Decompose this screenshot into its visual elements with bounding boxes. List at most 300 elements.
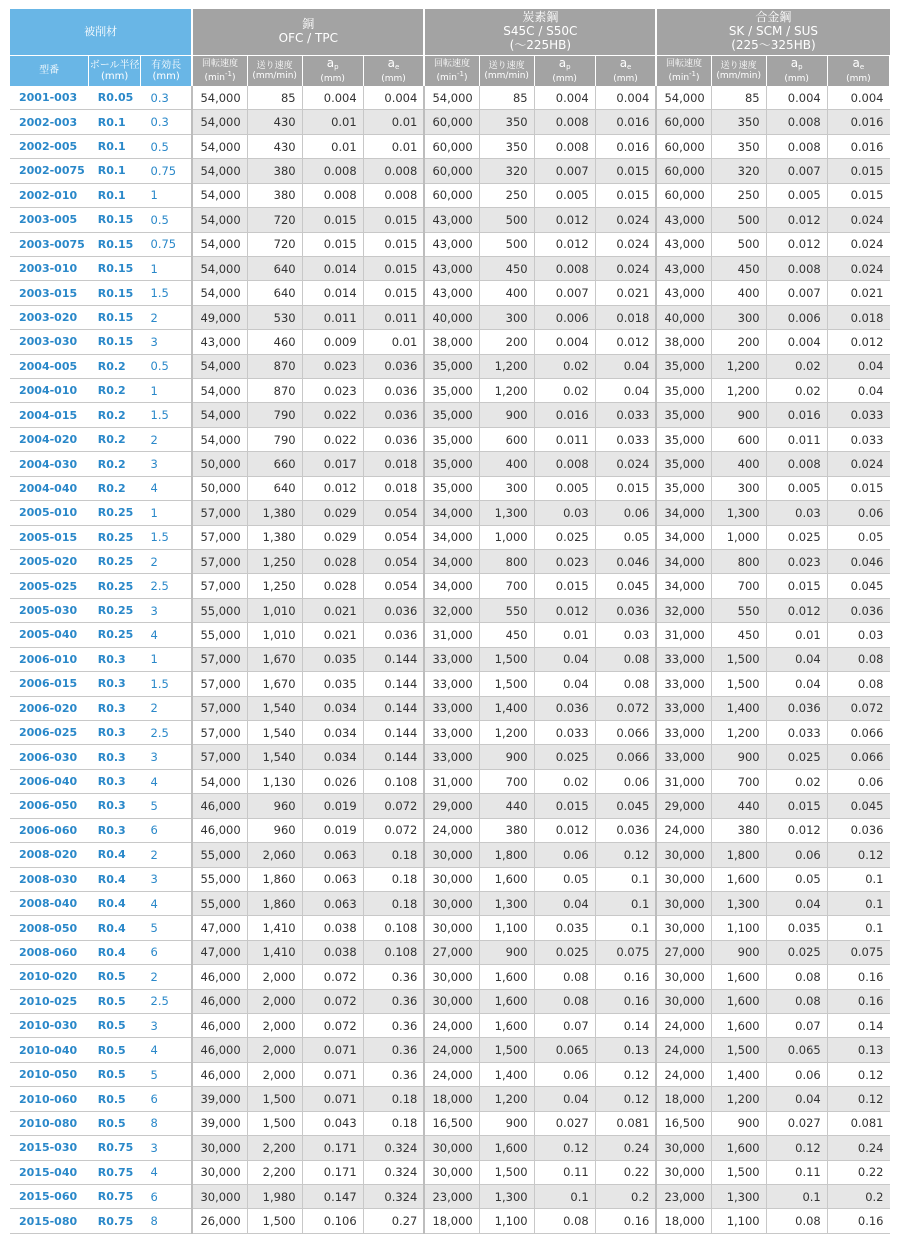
spindle-speed: 46,000 [192,1038,247,1062]
feed-rate: 1,200 [479,1087,534,1111]
spindle-speed: 30,000 [192,1184,247,1208]
feed-rate: 350 [711,110,766,134]
axial-depth-ap: 0.008 [302,183,363,207]
model-number: 2006-010 [10,647,89,671]
effective-length: 0.75 [141,232,193,256]
axial-depth-ap: 0.01 [302,134,363,158]
ball-radius: R0.15 [89,232,141,256]
feed-rate: 1,100 [711,1209,766,1233]
radial-depth-ae: 0.072 [595,696,656,720]
axial-depth-ap: 0.03 [534,501,595,525]
feed-rate: 2,200 [247,1160,302,1184]
feed-rate: 1,600 [479,989,534,1013]
feed-rate: 1,400 [711,696,766,720]
feed-rate: 900 [711,745,766,769]
feed-rate: 300 [711,476,766,500]
axial-depth-ap: 0.035 [302,647,363,671]
axial-depth-ap: 0.1 [534,1184,595,1208]
model-number: 2004-040 [10,476,89,500]
model-number: 2003-015 [10,281,89,305]
radial-depth-ae: 0.04 [827,354,889,378]
feed-rate: 900 [711,403,766,427]
axial-depth-ap: 0.004 [766,330,827,354]
axial-depth-ap: 0.007 [766,281,827,305]
radial-depth-ae: 0.27 [363,1209,424,1233]
axial-depth-ap: 0.023 [302,379,363,403]
radial-depth-ae: 0.08 [827,672,889,696]
feed-rate: 1,860 [247,891,302,915]
feed-rate: 85 [479,86,534,110]
feed-rate: 1,800 [711,843,766,867]
axial-depth-ap: 0.028 [302,550,363,574]
group-detail: S45C / S50C [503,24,578,39]
ball-radius: R0.3 [89,769,141,793]
axial-depth-ap: 0.01 [534,623,595,647]
spindle-speed: 35,000 [424,476,479,500]
radial-depth-ae: 0.015 [363,281,424,305]
radial-depth-ae: 0.14 [827,1014,889,1038]
radial-depth-ae: 0.36 [363,1038,424,1062]
spindle-speed: 55,000 [192,867,247,891]
radial-depth-ae: 0.108 [363,916,424,940]
radial-depth-ae: 0.06 [595,501,656,525]
radial-depth-ae: 0.36 [363,989,424,1013]
spindle-speed: 54,000 [192,354,247,378]
spindle-speed: 30,000 [424,867,479,891]
ball-radius: R0.3 [89,647,141,671]
spindle-speed: 31,000 [424,769,479,793]
radial-depth-ae: 0.036 [363,598,424,622]
spindle-speed: 24,000 [424,1062,479,1086]
feed-rate: 1,010 [247,623,302,647]
feed-rate: 380 [247,159,302,183]
axial-depth-ap: 0.034 [302,745,363,769]
spindle-speed: 34,000 [656,574,711,598]
model-number: 2003-030 [10,330,89,354]
radial-depth-ae: 0.045 [827,574,889,598]
axial-depth-ap: 0.015 [302,232,363,256]
feed-rate: 200 [711,330,766,354]
effective-length: 1 [141,379,193,403]
axial-depth-ap: 0.025 [534,940,595,964]
spindle-speed: 35,000 [424,452,479,476]
radial-depth-ae: 0.24 [595,1136,656,1160]
axial-depth-ap: 0.07 [766,1014,827,1038]
radial-depth-ae: 0.054 [363,550,424,574]
spindle-speed: 46,000 [192,818,247,842]
radial-depth-ae: 0.16 [827,989,889,1013]
effective-length: 1.5 [141,281,193,305]
column-header-text: (min [668,72,690,83]
feed-rate: 85 [247,86,302,110]
radial-depth-ae: 0.024 [595,452,656,476]
table-row [10,1209,890,1233]
model-number: 2010-020 [10,965,89,989]
radial-depth-ae: 0.144 [363,696,424,720]
feed-rate: 1,410 [247,916,302,940]
feed-rate: 1,800 [479,843,534,867]
spindle-speed: 43,000 [192,330,247,354]
axial-depth-ap: 0.021 [302,598,363,622]
feed-rate: 1,600 [479,867,534,891]
spindle-speed: 18,000 [424,1209,479,1233]
spindle-speed: 46,000 [192,1062,247,1086]
axial-depth-ap: 0.008 [534,256,595,280]
table-row [10,867,890,891]
radial-depth-ae: 0.011 [363,305,424,329]
radial-depth-ae: 0.1 [595,891,656,915]
ball-radius: R0.1 [89,159,141,183]
table-row [10,379,890,403]
effective-length: 2 [141,427,193,451]
axial-depth-ap: 0.004 [302,86,363,110]
axial-depth-ap: 0.072 [302,965,363,989]
effective-length: 4 [141,476,193,500]
axial-depth-ap: 0.022 [302,427,363,451]
column-header-text: (mm/min) [252,71,297,81]
model-number: 2010-060 [10,1087,89,1111]
effective-length: 2 [141,696,193,720]
spindle-speed: 30,000 [192,1160,247,1184]
table-row [10,501,890,525]
feed-rate: 500 [479,208,534,232]
feed-rate: 1,500 [711,1160,766,1184]
feed-rate: 870 [247,354,302,378]
axial-depth-ap: 0.008 [534,134,595,158]
feed-rate: 900 [711,1111,766,1135]
radial-depth-ae: 0.012 [595,330,656,354]
radial-depth-ae: 0.024 [827,208,889,232]
model-number: 2006-020 [10,696,89,720]
axial-depth-ap: 0.007 [534,281,595,305]
spindle-speed: 24,000 [656,1062,711,1086]
spindle-speed: 35,000 [424,354,479,378]
table-row [10,134,890,158]
radial-depth-ae: 0.24 [827,1136,889,1160]
spindle-speed: 60,000 [424,159,479,183]
ball-radius: R0.15 [89,208,141,232]
axial-depth-ap: 0.063 [302,867,363,891]
ball-radius: R0.75 [89,1160,141,1184]
model-number: 2010-050 [10,1062,89,1086]
axial-depth-ap: 0.022 [302,403,363,427]
column-header-text: -1 [689,69,697,78]
radial-depth-ae: 0.036 [363,379,424,403]
model-number: 2001-003 [10,86,89,110]
radial-depth-ae: 0.04 [827,379,889,403]
axial-depth-ap: 0.005 [766,183,827,207]
group-header-copper [192,9,424,56]
ball-radius: R0.4 [89,891,141,915]
feed-rate: 400 [479,452,534,476]
radial-depth-ae: 0.072 [363,794,424,818]
table-row [10,305,890,329]
axial-depth-ap: 0.004 [534,330,595,354]
axial-depth-ap: 0.008 [534,452,595,476]
radial-depth-ae: 0.072 [363,818,424,842]
feed-rate: 1,500 [479,1160,534,1184]
feed-rate: 380 [711,818,766,842]
radial-depth-ae: 0.18 [363,867,424,891]
feed-rate: 300 [479,305,534,329]
spindle-speed: 43,000 [424,281,479,305]
feed-rate: 1,540 [247,696,302,720]
axial-depth-ap: 0.12 [766,1136,827,1160]
feed-column-header [247,56,302,87]
axial-depth-ap: 0.036 [766,696,827,720]
ball-radius: R0.2 [89,379,141,403]
table-row [10,965,890,989]
radial-depth-ae: 0.1 [827,867,889,891]
spindle-speed: 46,000 [192,965,247,989]
spindle-speed: 33,000 [424,696,479,720]
axial-depth-ap: 0.038 [302,916,363,940]
feed-rate: 800 [479,550,534,574]
feed-rate: 1,380 [247,501,302,525]
axial-depth-ap: 0.08 [766,965,827,989]
axial-depth-ap: 0.065 [766,1038,827,1062]
axial-depth-ap: 0.005 [534,183,595,207]
radial-depth-ae: 0.16 [595,989,656,1013]
radial-depth-ae: 0.033 [827,403,889,427]
cutting-conditions-table [10,9,890,1234]
effective-length: 0.3 [141,110,193,134]
feed-rate: 320 [711,159,766,183]
table-row [10,452,890,476]
feed-rate: 1,000 [479,525,534,549]
axial-depth-ap: 0.006 [766,305,827,329]
feed-rate: 1,500 [711,647,766,671]
axial-depth-ap: 0.007 [534,159,595,183]
feed-rate: 900 [479,1111,534,1135]
spindle-speed: 34,000 [656,501,711,525]
spindle-speed: 57,000 [192,672,247,696]
axial-depth-ap: 0.06 [534,843,595,867]
column-header-text: a [558,56,567,71]
spindle-speed: 54,000 [192,110,247,134]
feed-rate: 400 [711,452,766,476]
effective-length: 6 [141,1087,193,1111]
radial-depth-ae: 0.36 [363,965,424,989]
feed-rate: 460 [247,330,302,354]
spindle-speed: 60,000 [656,110,711,134]
radial-depth-ae: 0.015 [595,159,656,183]
effective-length: 2 [141,965,193,989]
feed-rate: 1,100 [479,1209,534,1233]
radial-depth-ae: 0.036 [827,818,889,842]
ball-radius: R0.1 [89,183,141,207]
model-number: 2003-0075 [10,232,89,256]
radial-depth-ae: 0.066 [827,745,889,769]
radial-depth-ae: 0.036 [363,403,424,427]
feed-rate: 380 [247,183,302,207]
radial-depth-ae: 0.036 [363,354,424,378]
table-row [10,1014,890,1038]
column-header-text: -1 [457,69,464,78]
axial-depth-ap: 0.171 [302,1160,363,1184]
speed-column-header [424,56,479,87]
ap-column-header [534,56,595,87]
ball-radius: R0.05 [89,86,141,110]
radial-depth-ae: 0.04 [595,379,656,403]
radial-depth-ae: 0.12 [827,843,889,867]
spindle-speed: 30,000 [656,989,711,1013]
axial-depth-ap: 0.036 [534,696,595,720]
axial-depth-ap: 0.015 [766,794,827,818]
feed-rate: 900 [479,403,534,427]
spindle-speed: 54,000 [192,86,247,110]
table-row [10,232,890,256]
ball-radius: R0.3 [89,794,141,818]
feed-rate: 85 [711,86,766,110]
model-number: 2006-025 [10,720,89,744]
feed-rate: 870 [247,379,302,403]
radial-depth-ae: 0.05 [827,525,889,549]
radial-depth-ae: 0.024 [595,256,656,280]
radial-depth-ae: 0.2 [827,1184,889,1208]
table-row [10,1184,890,1208]
table-row [10,1111,890,1135]
axial-depth-ap: 0.06 [766,1062,827,1086]
radial-depth-ae: 0.018 [827,305,889,329]
column-header-text: ) [231,72,236,83]
radial-depth-ae: 0.144 [363,720,424,744]
feed-rate: 1,860 [247,867,302,891]
feed-rate: 960 [247,818,302,842]
feed-rate: 1,200 [479,379,534,403]
axial-depth-ap: 0.015 [302,208,363,232]
model-number: 2005-040 [10,623,89,647]
effective-length: 6 [141,1184,193,1208]
model-number: 2015-040 [10,1160,89,1184]
column-header-text: (mm) [846,74,871,85]
spindle-speed: 43,000 [656,281,711,305]
radial-depth-ae: 0.033 [595,427,656,451]
feed-rate: 1,600 [711,965,766,989]
model-number: 2005-030 [10,598,89,622]
ae-column-header [827,56,889,87]
axial-depth-ap: 0.02 [534,379,595,403]
ball-radius: R0.15 [89,256,141,280]
radial-depth-ae: 0.015 [363,232,424,256]
axial-depth-ap: 0.012 [534,598,595,622]
radial-depth-ae: 0.036 [363,623,424,647]
axial-depth-ap: 0.014 [302,281,363,305]
model-number: 2003-005 [10,208,89,232]
feed-rate: 1,500 [247,1209,302,1233]
spindle-speed: 33,000 [656,696,711,720]
radial-depth-ae: 0.015 [827,159,889,183]
effective-length: 3 [141,1136,193,1160]
feed-rate: 350 [711,134,766,158]
feed-rate: 600 [479,427,534,451]
radial-depth-ae: 0.018 [595,305,656,329]
spindle-speed: 47,000 [192,916,247,940]
axial-depth-ap: 0.012 [534,232,595,256]
effective-length: 2.5 [141,989,193,1013]
radial-depth-ae: 0.324 [363,1136,424,1160]
feed-rate: 1,540 [247,720,302,744]
ball-radius: R0.5 [89,989,141,1013]
feed-rate: 300 [711,305,766,329]
feed-column-header [479,56,534,87]
spindle-speed: 57,000 [192,525,247,549]
spindle-speed: 54,000 [192,281,247,305]
table-row [10,769,890,793]
axial-depth-ap: 0.035 [302,672,363,696]
feed-rate: 1,010 [247,598,302,622]
axial-depth-ap: 0.008 [766,134,827,158]
axial-depth-ap: 0.033 [534,720,595,744]
model-number: 2008-030 [10,867,89,891]
feed-rate: 600 [711,427,766,451]
radial-depth-ae: 0.12 [595,1062,656,1086]
radial-depth-ae: 0.021 [595,281,656,305]
axial-depth-ap: 0.071 [302,1087,363,1111]
spindle-speed: 50,000 [192,476,247,500]
model-number: 2008-060 [10,940,89,964]
column-header-text: e [627,63,632,72]
radial-depth-ae: 0.033 [595,403,656,427]
table-row [10,1062,890,1086]
effective-length: 0.75 [141,159,193,183]
table-row [10,427,890,451]
radial-depth-ae: 0.016 [595,110,656,134]
spindle-speed: 60,000 [656,134,711,158]
axial-depth-ap: 0.08 [766,989,827,1013]
radial-depth-ae: 0.015 [827,183,889,207]
feed-rate: 640 [247,281,302,305]
radial-depth-ae: 0.054 [363,574,424,598]
spindle-speed: 39,000 [192,1111,247,1135]
axial-depth-ap: 0.04 [766,1087,827,1111]
table-row [10,1087,890,1111]
feed-rate: 2,000 [247,965,302,989]
table-row [10,989,890,1013]
axial-depth-ap: 0.03 [766,501,827,525]
effective-length: 0.3 [141,86,193,110]
axial-depth-ap: 0.02 [766,354,827,378]
spindle-speed: 60,000 [656,159,711,183]
column-header-text: 回転速度 [434,59,471,70]
axial-depth-ap: 0.026 [302,769,363,793]
radial-depth-ae: 0.36 [363,1062,424,1086]
effective-length-unit: (mm) [152,71,180,82]
model-column-header [10,56,89,87]
radial-depth-ae: 0.324 [363,1160,424,1184]
feed-rate: 1,600 [711,1014,766,1038]
spindle-speed: 54,000 [192,232,247,256]
column-header-text: (mm) [381,74,406,85]
radial-depth-ae: 0.072 [827,696,889,720]
effective-length: 5 [141,1062,193,1086]
effective-length: 3 [141,452,193,476]
spindle-speed: 23,000 [656,1184,711,1208]
feed-rate: 1,400 [711,1062,766,1086]
spindle-speed: 34,000 [656,550,711,574]
feed-rate: 1,670 [247,672,302,696]
radial-depth-ae: 0.024 [827,232,889,256]
effective-length: 3 [141,745,193,769]
spindle-speed: 43,000 [424,232,479,256]
spindle-speed: 55,000 [192,843,247,867]
radial-depth-ae: 0.036 [595,818,656,842]
radial-depth-ae: 0.075 [827,940,889,964]
radial-depth-ae: 0.03 [827,623,889,647]
spindle-speed: 55,000 [192,891,247,915]
column-header-text: ) [464,72,468,83]
feed-rate: 640 [247,476,302,500]
